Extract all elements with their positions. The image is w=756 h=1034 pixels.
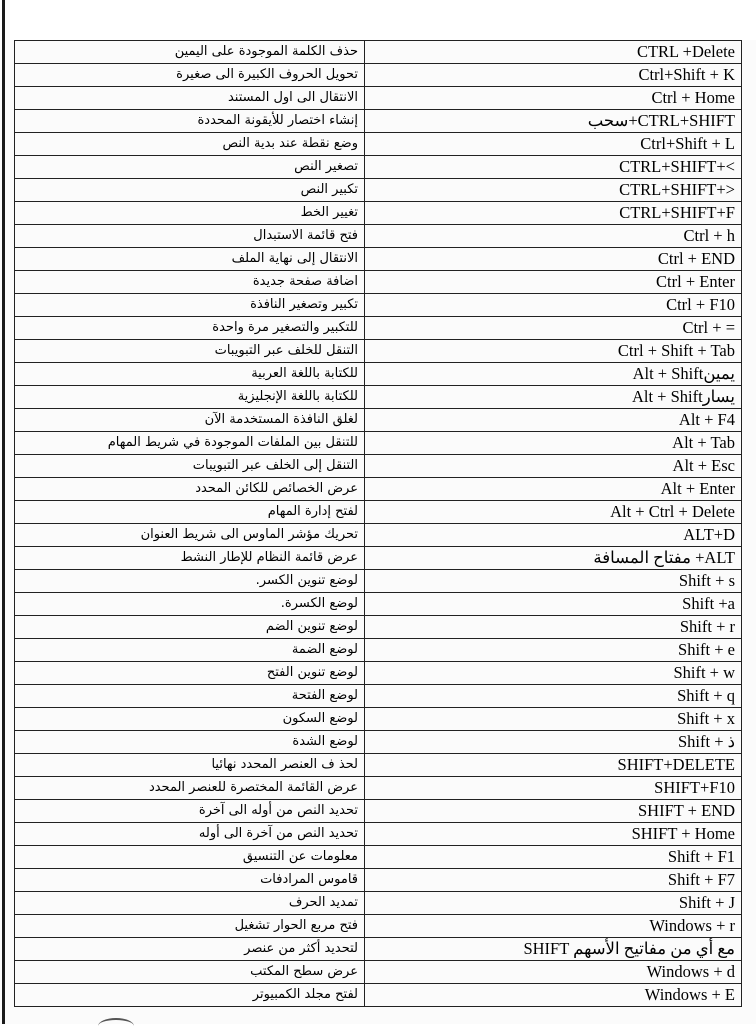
table-row [15,869,742,892]
shortcut-description: لوضع تنوين الكسر. [15,570,365,593]
shortcut-description: فتح مربع الحوار تشغيل [15,915,365,938]
shortcut-description: قاموس المرادفات [15,869,365,892]
shortcut-description: عرض قائمة النظام للإطار النشط [15,547,365,570]
shortcut-description: لحذ ف العنصر المحدد نهائيا [15,754,365,777]
shortcut-description: تغيير الخط [15,202,365,225]
shortcut-keys: SHIFT مع أي من مفاتيح الأسهم [365,938,742,961]
table-row [15,41,742,64]
table-row [15,777,742,800]
shortcut-keys: Alt + Shiftيمين [365,363,742,386]
table-row [15,363,742,386]
shortcut-keys: Ctrl + F10 [365,294,742,317]
table-row [15,593,742,616]
table-row [15,110,742,133]
shortcut-keys: Shift + q [365,685,742,708]
table-row [15,271,742,294]
table-row [15,892,742,915]
shortcut-description: تصغير النص [15,156,365,179]
shortcut-keys: Windows + r [365,915,742,938]
table-row [15,570,742,593]
table-row [15,984,742,1007]
shortcut-description: تكبير النص [15,179,365,202]
table-row [15,524,742,547]
table-row [15,432,742,455]
shortcut-keys: Shift + w [365,662,742,685]
shortcut-keys: Ctrl+Shift + L [365,133,742,156]
table-row [15,616,742,639]
shortcut-description: اضافة صفحة جديدة [15,271,365,294]
shortcut-keys: Ctrl + h [365,225,742,248]
shortcut-description: تكبير وتصغير النافذة [15,294,365,317]
shortcut-description: التنقل للخلف عبر التبويبات [15,340,365,363]
table-row [15,961,742,984]
table-row [15,340,742,363]
shortcut-description: معلومات عن التنسيق [15,846,365,869]
shortcut-description: الانتقال الى اول المستند [15,87,365,110]
shortcut-description: إنشاء اختصار للأيقونة المحددة [15,110,365,133]
shortcut-keys: CTRL +Delete [365,41,742,64]
shortcut-keys: Windows + d [365,961,742,984]
table-row [15,248,742,271]
shortcut-keys: Shift + s [365,570,742,593]
shortcuts-table-body [15,41,742,1007]
shortcut-keys: SHIFT + END [365,800,742,823]
shortcut-keys: Ctrl+Shift + K [365,64,742,87]
shortcut-keys: Shift + x [365,708,742,731]
shortcut-keys: Shift + J [365,892,742,915]
shortcut-description: التنقل إلى الخلف عبر التبويبات [15,455,365,478]
shortcut-keys: Ctrl + Enter [365,271,742,294]
shortcut-description: تحديد النص من آخرة الى أوله [15,823,365,846]
shortcut-keys: Shift + F1 [365,846,742,869]
shortcut-description: لتحديد أكثر من عنصر [15,938,365,961]
shortcut-description: للتكبير والتصغير مرة واحدة [15,317,365,340]
shortcut-description: تحريك مؤشر الماوس الى شريط العنوان [15,524,365,547]
shortcut-keys: Ctrl + Home [365,87,742,110]
shortcut-description: وضع نقطة عند بدية النص [15,133,365,156]
shortcut-keys: Shift + e [365,639,742,662]
table-row [15,731,742,754]
shortcut-description: الانتقال إلى نهاية الملف [15,248,365,271]
table-row [15,915,742,938]
shortcut-description: لفتح إدارة المهام [15,501,365,524]
shortcut-keys: Shift +a [365,593,742,616]
shortcut-description: لفتح مجلد الكمبيوتر [15,984,365,1007]
shortcut-description: للتنقل بين الملفات الموجودة في شريط المهام [15,432,365,455]
table-row [15,478,742,501]
shortcut-description: فتح قائمة الاستبدال [15,225,365,248]
shortcut-description: للكتابة باللغة العربية [15,363,365,386]
bottom-partial-mark [98,1018,134,1034]
shortcut-keys: Shift + r [365,616,742,639]
shortcut-keys: Ctrl + = [365,317,742,340]
shortcut-description: لوضع تنوين الفتح [15,662,365,685]
shortcut-description: تمديد الحرف [15,892,365,915]
shortcut-keys: Shift + F7 [365,869,742,892]
shortcut-description: لوضع الشدة [15,731,365,754]
shortcut-description: لوضع الكسرة. [15,593,365,616]
table-row [15,708,742,731]
table-row [15,823,742,846]
shortcut-keys: SHIFT+F10 [365,777,742,800]
shortcut-keys: مفتاح المسافة +ALT [365,547,742,570]
table-row [15,386,742,409]
table-row [15,455,742,478]
table-row [15,754,742,777]
table-row [15,501,742,524]
shortcut-description: عرض القائمة المختصرة للعنصر المحدد [15,777,365,800]
shortcut-keys: ALT+D [365,524,742,547]
table-row [15,87,742,110]
shortcut-keys: CTRL+SHIFT+F [365,202,742,225]
table-row [15,409,742,432]
table-row [15,800,742,823]
shortcut-keys: Alt + Esc [365,455,742,478]
shortcut-description: لوضع الضمة [15,639,365,662]
table-row [15,662,742,685]
shortcut-keys: Alt + Ctrl + Delete [365,501,742,524]
shortcut-keys: Alt + Tab [365,432,742,455]
shortcut-keys: Alt + F4 [365,409,742,432]
table-row [15,685,742,708]
shortcut-description: حذف الكلمة الموجودة على اليمين [15,41,365,64]
table-row [15,179,742,202]
shortcut-description: تحويل الحروف الكبيرة الى صغيرة [15,64,365,87]
table-row [15,202,742,225]
table-row [15,317,742,340]
page-top-margin [0,0,756,40]
shortcut-description: لوضع تنوين الضم [15,616,365,639]
shortcut-keys: SHIFT+DELETE [365,754,742,777]
shortcut-keys: Ctrl + END [365,248,742,271]
shortcut-keys: Alt + Enter [365,478,742,501]
page-left-edge-line [2,0,5,1024]
shortcut-keys: Windows + E [365,984,742,1007]
shortcut-keys: سحب+CTRL+SHIFT [365,110,742,133]
table-row [15,938,742,961]
shortcuts-table [14,40,742,1007]
shortcut-description: عرض الخصائص للكائن المحدد [15,478,365,501]
shortcut-keys: CTRL+SHIFT+< [365,156,742,179]
shortcut-description: للكتابة باللغة الإنجليزية [15,386,365,409]
shortcut-description: لغلق النافذة المستخدمة الآن [15,409,365,432]
shortcut-description: عرض سطح المكتب [15,961,365,984]
table-row [15,294,742,317]
shortcut-description: تحديد النص من أوله الى آخرة [15,800,365,823]
table-row [15,846,742,869]
table-row [15,133,742,156]
shortcut-keys: Ctrl + Shift + Tab [365,340,742,363]
table-row [15,64,742,87]
shortcut-keys: CTRL+SHIFT+> [365,179,742,202]
table-row [15,547,742,570]
table-row [15,225,742,248]
table-row [15,639,742,662]
shortcut-keys: SHIFT + Home [365,823,742,846]
table-row [15,156,742,179]
shortcut-keys: Shift + ذ [365,731,742,754]
shortcut-keys: Alt + Shiftيسار [365,386,742,409]
shortcut-description: لوضع الفتحة [15,685,365,708]
shortcut-description: لوضع السكون [15,708,365,731]
